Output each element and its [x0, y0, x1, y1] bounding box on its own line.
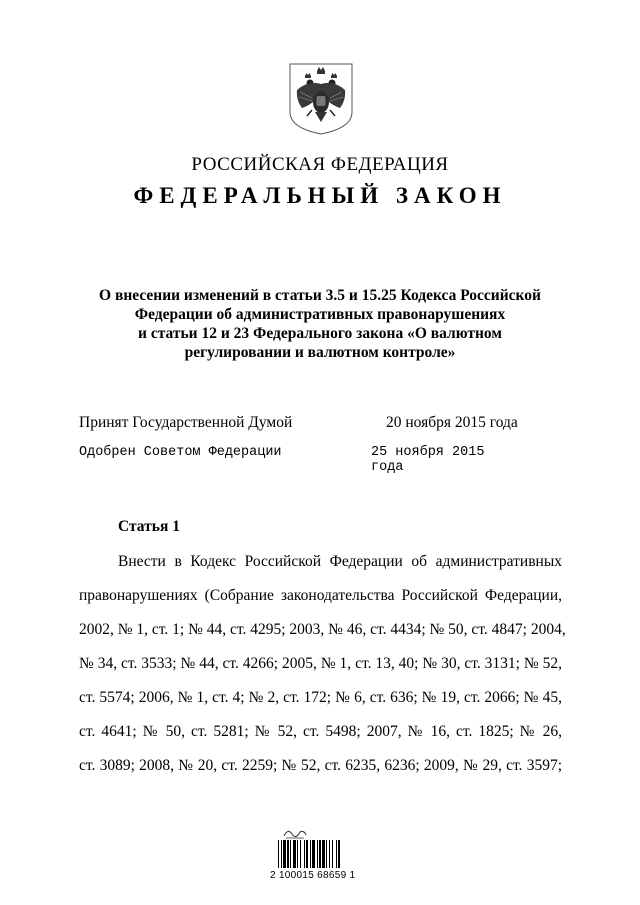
- article-line: [79, 681, 562, 715]
- adoption-label: Одобрен Советом Федерации: [79, 445, 282, 460]
- article-line-text: 2002, № 1, ст. 1; № 44, ст. 4295; 2003, № 46, ст. 4434; № 50, ст. 4847; 2004,: [79, 621, 566, 638]
- article-line-text: Внести в Кодекс Российской Федерации об административных: [118, 553, 562, 570]
- title-line: и статьи 12 и 23 Федерального закона «О валютном: [138, 325, 502, 342]
- title-line: О внесении изменений в статьи 3.5 и 15.25 Кодекса Российской: [99, 287, 541, 304]
- adoption-duma-row: [79, 414, 519, 434]
- double-headed-eagle-icon: [288, 62, 354, 136]
- adoption-date: 20 ноября 2015 года: [386, 414, 518, 431]
- country-name: РОССИЙСКАЯ ФЕДЕРАЦИЯ: [191, 154, 449, 175]
- document-type: ФЕДЕРАЛЬНЫЙ ЗАКОН: [133, 183, 507, 208]
- barcode-bars-icon: [278, 840, 364, 868]
- article-line-text: № 34, ст. 3533; № 44, ст. 4266; 2005, № 1, ст. 13, 40; № 30, ст. 3131; № 52,: [79, 655, 562, 672]
- law-title: [80, 286, 560, 362]
- article-line-text: правонарушениях (Собрание законодательства Российской Федерации,: [79, 587, 562, 604]
- document-barcode: [270, 826, 370, 888]
- article-line: [79, 715, 562, 749]
- article-line: [79, 749, 562, 783]
- barcode-number: 2 100015 68659 1: [270, 870, 356, 881]
- article-line: [79, 579, 562, 613]
- article-line-text: ст. 3089; 2008, № 20, ст. 2259; № 52, ст. 6235, 6236; 2009, № 29, ст. 3597;: [79, 757, 562, 774]
- article-line: [79, 647, 562, 681]
- article-line-text: ст. 4641; № 50, ст. 5281; № 52, ст. 5498; 2007, № 16, ст. 1825; № 26,: [79, 723, 562, 740]
- article-line-text: ст. 5574; 2006, № 1, ст. 4; № 2, ст. 172; № 6, ст. 636; № 19, ст. 2066; № 45,: [79, 689, 562, 706]
- coat-of-arms-emblem: [288, 62, 354, 136]
- article-line: [118, 545, 562, 579]
- article-line: [79, 613, 566, 647]
- adoption-label: Принят Государственной Думой: [79, 414, 293, 431]
- signature-stamp-icon: [282, 826, 308, 840]
- adoption-federation-council-row: [79, 445, 519, 475]
- title-line: Федерации об административных правонарушениях: [134, 306, 506, 323]
- article-heading: Статья 1: [118, 518, 180, 535]
- adoption-date: 25 ноября 2015 года: [371, 445, 485, 475]
- title-line: регулировании и валютном контроле»: [184, 344, 456, 361]
